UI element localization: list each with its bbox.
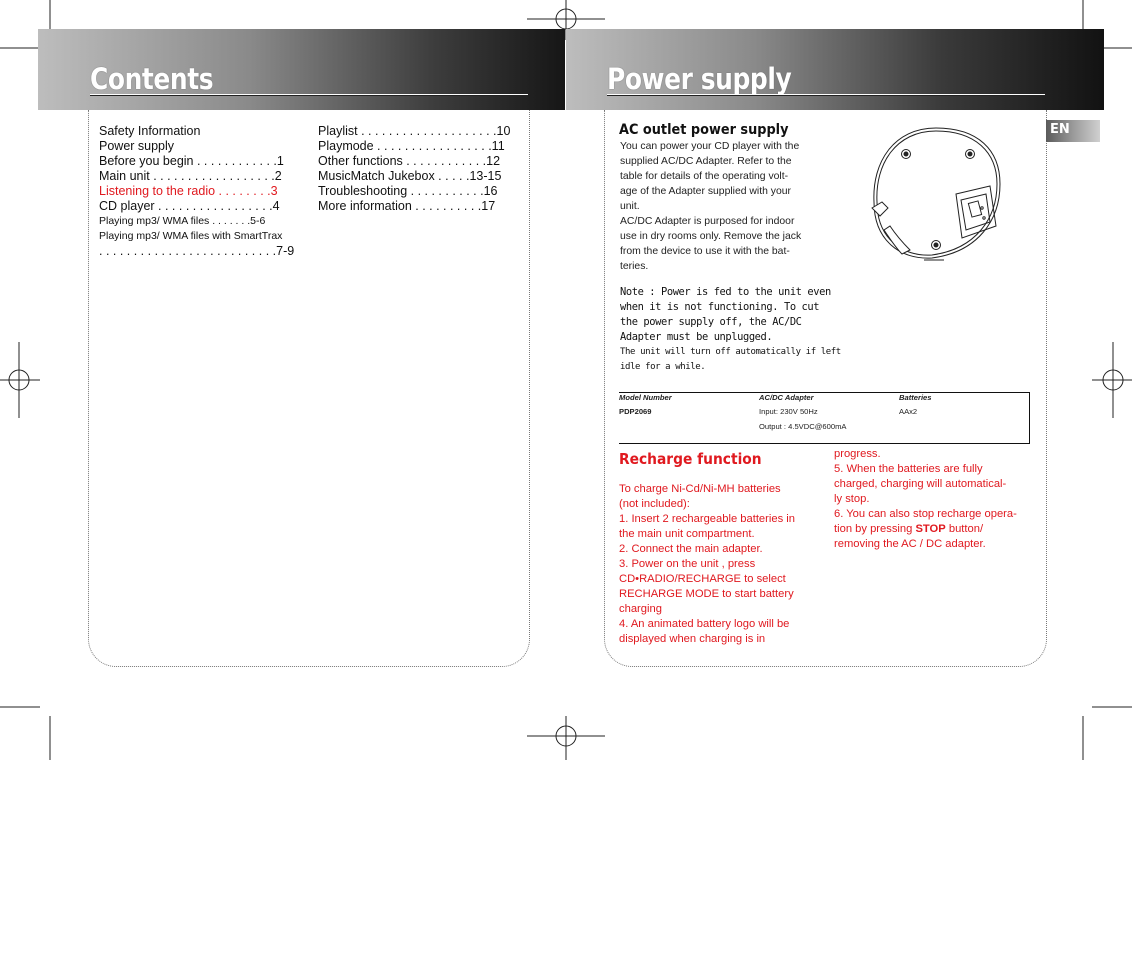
recharge-heading: Recharge function [619, 450, 762, 468]
toc-entry[interactable]: Safety Information [99, 124, 201, 138]
toc-column-2 [318, 124, 510, 214]
toc-entry[interactable]: Main unit . . . . . . . . . . . . . . . . . .2 [99, 169, 282, 183]
recharge-column-2: progress. 5. When the batteries are fully charged, charging will automatical- ly stop. 6. You can also stop recharge opera- tion by pressing STOP button/ removing the AC / DC adapter. [834, 448, 1017, 550]
toc-entry-highlighted[interactable]: Listening to the radio . . . . . . . .3 [99, 184, 278, 198]
cd-player-illustration [866, 124, 1006, 264]
note-block: Note : Power is fed to the unit even when it is not functioning. To cut the power supply off, the AC/DC Adapter must be unplugged. The unit will turn off automatically if left idle for a while. [620, 286, 841, 372]
toc-column-1 [99, 124, 294, 259]
toc-entry[interactable]: . . . . . . . . . . . . . . . . . . . . . . . . . .7-9 [99, 244, 295, 258]
toc-entry[interactable]: More information . . . . . . . . . .17 [318, 199, 496, 213]
toc-entry[interactable]: CD player . . . . . . . . . . . . . . . . .4 [99, 199, 280, 213]
toc-entry[interactable]: Before you begin . . . . . . . . . . . .1 [99, 154, 284, 168]
table-cell-output: Output : 4.5VDC@600mA [759, 422, 847, 431]
page-title: Contents [90, 62, 214, 96]
table-header: AC/DC Adapter [759, 393, 814, 402]
table-header: Batteries [899, 393, 932, 402]
table-cell-batteries: AAx2 [899, 407, 918, 416]
table-header: Model Number [619, 393, 672, 402]
recharge-column-1: To charge Ni-Cd/Ni-MH batteries (not included): 1. Insert 2 rechargeable batteries in the main unit compartment. 2. Connect the main adapter. 3. Power on the unit , press CD•RADIO/RECHARGE to select RECHARGE MODE to start battery charging 4. An animated battery logo will be displayed when charging is in [619, 483, 795, 645]
toc-entry[interactable]: Playing mp3/ WMA files . . . . . . .5-6 [99, 215, 266, 227]
title-underline [607, 94, 1045, 95]
language-tab: EN [1046, 120, 1100, 142]
table-cell-model: PDP2069 [619, 407, 652, 416]
toc-entry[interactable]: MusicMatch Jukebox . . . . .13-15 [318, 169, 502, 183]
toc-entry[interactable]: Playing mp3/ WMA files with SmartTrax [99, 230, 283, 242]
adapter-spec-table [619, 392, 1030, 444]
stop-keyword: STOP [915, 523, 946, 535]
toc-entry[interactable]: Troubleshooting . . . . . . . . . . .16 [318, 184, 498, 198]
toc-entry[interactable]: Other functions . . . . . . . . . . . .12 [318, 154, 501, 168]
page-title: Power supply [607, 62, 792, 96]
table-cell-input: Input: 230V 50Hz [759, 407, 818, 416]
toc-entry[interactable]: Power supply [99, 139, 175, 153]
ac-outlet-heading: AC outlet power supply [619, 122, 789, 138]
title-underline [90, 94, 528, 95]
toc-entry[interactable]: Playlist . . . . . . . . . . . . . . . . . . . .10 [318, 124, 511, 138]
ac-outlet-text: You can power your CD player with the supplied AC/DC Adapter. Refer to the table for details of the operating volt- age of the Adapter supplied with your unit. AC/DC Adapter is purposed for indoor use in dry rooms only. Remove the jack from the device to use it with the bat- teries. [620, 141, 802, 272]
toc-entry[interactable]: Playmode . . . . . . . . . . . . . . . . .11 [318, 139, 505, 153]
